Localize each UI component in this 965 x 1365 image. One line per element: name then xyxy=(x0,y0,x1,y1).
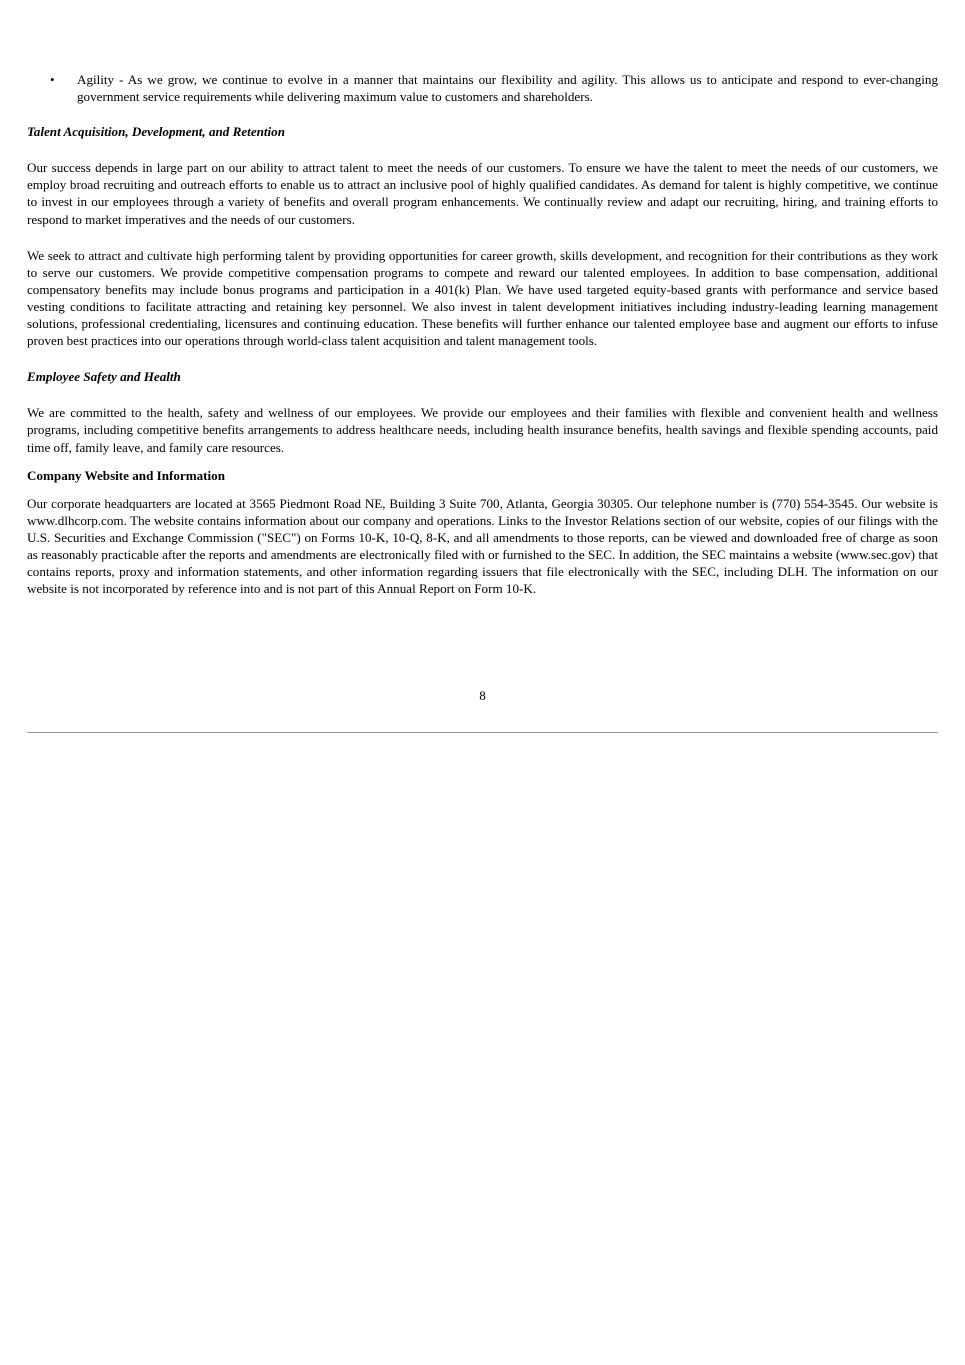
bullet-text: Agility - As we grow, we continue to evolve in a manner that maintains our flexibility and agility. This allows us to anticipate and respond to ever-changing government service requirements while delivering maximum value to customers and shareholders. xyxy=(77,72,938,105)
paragraph-talent-1: Our success depends in large part on our ability to attract talent to meet the needs of our customers. To ensure we have the talent to meet the needs of our customers, we employ broad recruiting and outreach efforts to enable us to attract an inclusive pool of highly qualified candidates. As demand for talent is highly competitive, we continue to invest in our employees through a variety of benefits and overall program enhancements. We continually review and adapt our recruiting, hiring, and training efforts to respond to market imperatives and the needs of our customers. xyxy=(27,160,938,227)
section-heading-website: Company Website and Information xyxy=(27,467,226,483)
document-page xyxy=(27,71,938,597)
bullet-item-agility xyxy=(27,71,938,105)
page-number: 8 xyxy=(479,688,486,703)
paragraph-website-1: Our corporate headquarters are located at 3565 Piedmont Road NE, Building 3 Suite 700, Atlanta, Georgia 30305. Our telephone number is (770) 554-3545. Our website is www.dlhcorp.com. The website contains information about our company and operations. Links to the Investor Relations section of our website, copies of our filings with the U.S. Securities and Exchange Commission ("SEC") on Forms 10-K, 10-Q, 8-K, and all amendments to those reports, can be viewed and downloaded free of charge as soon as reasonably practicable after the reports and amendments are electronically filed with or furnished to the SEC. In addition, the SEC maintains a website (www.sec.gov) that contains reports, proxy and information statements, and other information regarding issuers that file electronically with the SEC, including DLH. The information on our website is not incorporated by reference into and is not part of this Annual Report on Form 10-K. xyxy=(27,495,938,597)
paragraph-safety-1: We are committed to the health, safety and wellness of our employees. We provide our employees and their families with flexible and convenient health and wellness programs, including competitive benefits arrangements to address healthcare needs, including health insurance benefits, health savings and flexible spending accounts, paid time off, family leave, and family care resources. xyxy=(27,405,938,455)
section-heading-talent: Talent Acquisition, Development, and Retention xyxy=(27,124,286,140)
section-heading-safety: Employee Safety and Health xyxy=(27,369,181,385)
bullet-glyph: • xyxy=(50,72,55,87)
page-divider xyxy=(27,732,938,733)
paragraph-talent-2: We seek to attract and cultivate high performing talent by providing opportunities for career growth, skills development, and recognition for their contributions as they work to serve our customers. We provide competitive compensation programs to compete and reward our talented employees. In addition to base compensation, additional compensatory benefits may include bonus programs and participation in a 401(k) Plan. We have used targeted equity-based grants with performance and service based vesting conditions to facilitate attracting and retaining key personnel. We also invest in talent development initiatives including industry-leading learning management solutions, professional credentialing, licensures and continuing education. These benefits will further enhance our talented employee base and augment our efforts to infuse proven best practices into our operations through world-class talent acquisition and talent management tools. xyxy=(27,247,938,349)
